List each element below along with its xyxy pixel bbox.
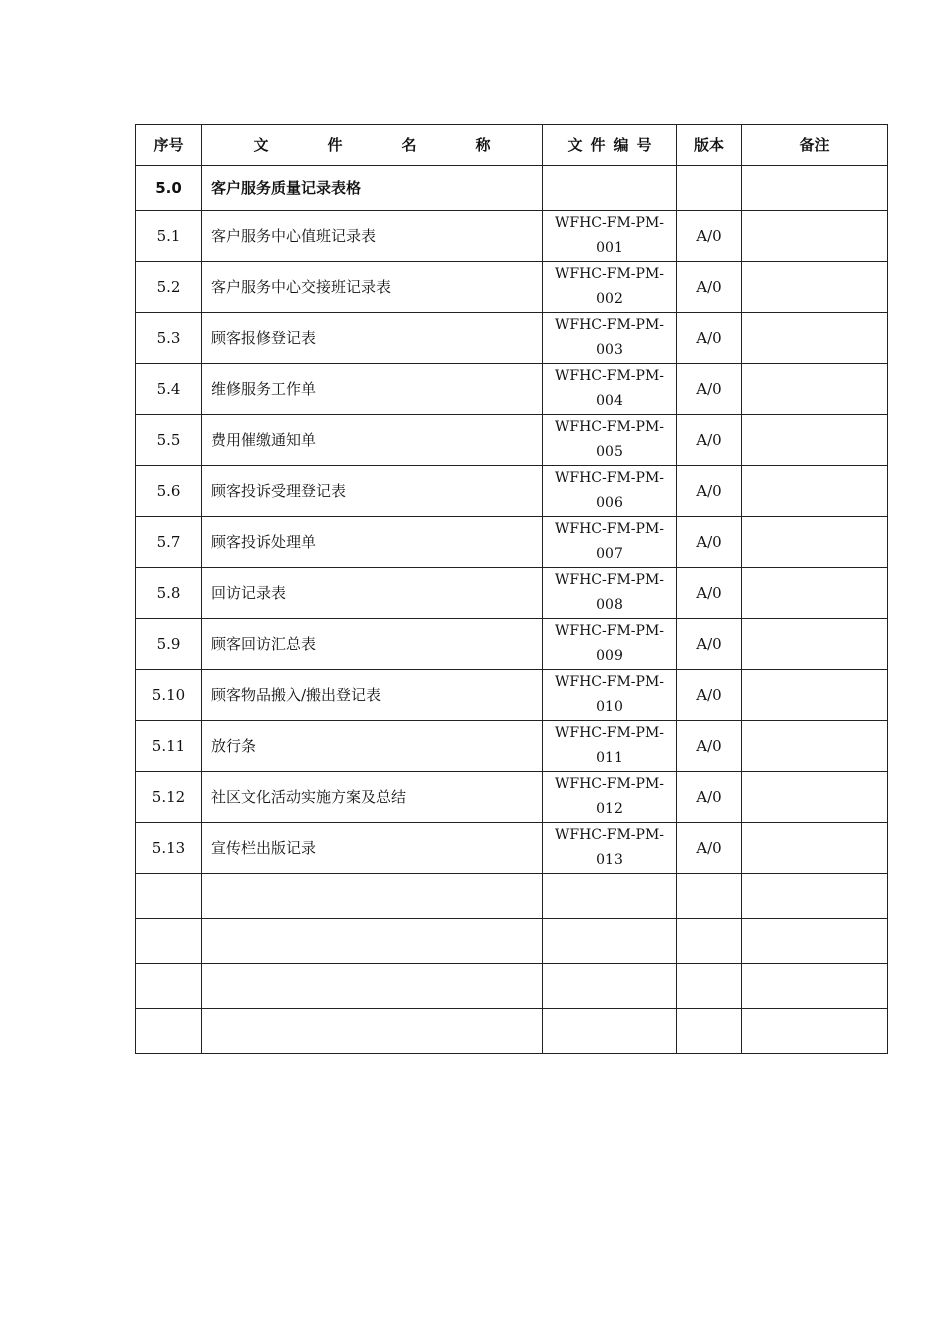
row-no: 5.8	[136, 568, 202, 619]
row-note	[742, 823, 888, 874]
row-name: 顾客回访汇总表	[202, 619, 543, 670]
row-no: 5.2	[136, 262, 202, 313]
table-row	[136, 619, 888, 670]
row-code	[543, 670, 677, 721]
row-code	[543, 721, 677, 772]
empty-cell	[136, 874, 202, 919]
section-row	[136, 166, 888, 211]
empty-cell	[136, 1009, 202, 1054]
empty-cell	[136, 964, 202, 1009]
empty-row	[136, 874, 888, 919]
table-row	[136, 517, 888, 568]
header-note: 备注	[742, 125, 888, 166]
row-code-prefix: WFHC-FM-PM-	[554, 368, 665, 384]
row-version: A/0	[677, 364, 742, 415]
row-version: A/0	[677, 211, 742, 262]
table-row	[136, 364, 888, 415]
empty-row	[136, 919, 888, 964]
row-version: A/0	[677, 823, 742, 874]
table-row	[136, 721, 888, 772]
row-code-number: 004	[596, 393, 623, 409]
empty-cell	[677, 874, 742, 919]
table-row	[136, 211, 888, 262]
empty-cell	[202, 1009, 543, 1054]
table-row	[136, 313, 888, 364]
empty-cell	[202, 874, 543, 919]
row-no: 5.9	[136, 619, 202, 670]
row-code	[543, 466, 677, 517]
row-code	[543, 823, 677, 874]
row-no: 5.7	[136, 517, 202, 568]
row-name: 维修服务工作单	[202, 364, 543, 415]
row-code-number: 013	[596, 852, 623, 868]
row-version: A/0	[677, 670, 742, 721]
row-name: 客户服务中心值班记录表	[202, 211, 543, 262]
section-name: 客户服务质量记录表格	[202, 166, 543, 211]
header-no: 序号	[136, 125, 202, 166]
empty-cell	[543, 1009, 677, 1054]
empty-cell	[742, 919, 888, 964]
row-name: 顾客投诉受理登记表	[202, 466, 543, 517]
empty-cell	[543, 874, 677, 919]
row-code-prefix: WFHC-FM-PM-	[554, 266, 665, 282]
row-code-number: 011	[596, 750, 623, 766]
row-code-prefix: WFHC-FM-PM-	[554, 317, 665, 333]
row-code-number: 005	[596, 444, 623, 460]
row-note	[742, 415, 888, 466]
table-row	[136, 670, 888, 721]
row-code	[543, 415, 677, 466]
row-version: A/0	[677, 466, 742, 517]
row-code-prefix: WFHC-FM-PM-	[554, 827, 665, 843]
row-code-prefix: WFHC-FM-PM-	[554, 419, 665, 435]
row-note	[742, 466, 888, 517]
row-code-prefix: WFHC-FM-PM-	[554, 572, 665, 588]
row-code-number: 006	[596, 495, 623, 511]
row-note	[742, 568, 888, 619]
row-code	[543, 211, 677, 262]
row-name: 回访记录表	[202, 568, 543, 619]
row-name: 宣传栏出版记录	[202, 823, 543, 874]
row-name: 客户服务中心交接班记录表	[202, 262, 543, 313]
header-name: 文 件 名 称	[202, 125, 543, 166]
row-version: A/0	[677, 517, 742, 568]
row-note	[742, 619, 888, 670]
row-version: A/0	[677, 721, 742, 772]
table-row	[136, 823, 888, 874]
row-no: 5.5	[136, 415, 202, 466]
row-version: A/0	[677, 415, 742, 466]
section-note	[742, 166, 888, 211]
row-no: 5.3	[136, 313, 202, 364]
row-code-prefix: WFHC-FM-PM-	[554, 521, 665, 537]
empty-row	[136, 1009, 888, 1054]
row-code-prefix: WFHC-FM-PM-	[554, 470, 665, 486]
row-no: 5.1	[136, 211, 202, 262]
row-name: 顾客报修登记表	[202, 313, 543, 364]
row-code	[543, 262, 677, 313]
row-no: 5.6	[136, 466, 202, 517]
empty-cell	[543, 919, 677, 964]
row-name: 社区文化活动实施方案及总结	[202, 772, 543, 823]
row-no: 5.12	[136, 772, 202, 823]
row-note	[742, 670, 888, 721]
row-code-number: 007	[596, 546, 623, 562]
row-no: 5.10	[136, 670, 202, 721]
row-version: A/0	[677, 262, 742, 313]
empty-cell	[742, 1009, 888, 1054]
row-code-prefix: WFHC-FM-PM-	[554, 725, 665, 741]
table-row	[136, 568, 888, 619]
empty-cell	[136, 919, 202, 964]
section-code	[543, 166, 677, 211]
row-code-number: 012	[596, 801, 623, 817]
row-version: A/0	[677, 772, 742, 823]
header-version: 版本	[677, 125, 742, 166]
row-code-number: 003	[596, 342, 623, 358]
row-note	[742, 721, 888, 772]
row-code	[543, 772, 677, 823]
row-name: 放行条	[202, 721, 543, 772]
row-no: 5.11	[136, 721, 202, 772]
empty-cell	[202, 919, 543, 964]
row-no: 5.13	[136, 823, 202, 874]
empty-cell	[202, 964, 543, 1009]
table-row	[136, 772, 888, 823]
section-version	[677, 166, 742, 211]
row-code-number: 008	[596, 597, 623, 613]
row-name: 顾客投诉处理单	[202, 517, 543, 568]
row-note	[742, 313, 888, 364]
empty-cell	[677, 1009, 742, 1054]
empty-cell	[677, 964, 742, 1009]
row-code	[543, 313, 677, 364]
row-code	[543, 364, 677, 415]
empty-cell	[677, 919, 742, 964]
section-no: 5.0	[136, 166, 202, 211]
row-name: 费用催缴通知单	[202, 415, 543, 466]
row-version: A/0	[677, 619, 742, 670]
row-version: A/0	[677, 568, 742, 619]
row-name: 顾客物品搬入/搬出登记表	[202, 670, 543, 721]
row-code	[543, 619, 677, 670]
row-no: 5.4	[136, 364, 202, 415]
row-code-number: 001	[596, 240, 623, 256]
row-note	[742, 517, 888, 568]
empty-cell	[742, 964, 888, 1009]
table-row	[136, 466, 888, 517]
row-code-number: 009	[596, 648, 623, 664]
row-note	[742, 772, 888, 823]
row-code	[543, 568, 677, 619]
row-code-prefix: WFHC-FM-PM-	[554, 776, 665, 792]
header-row	[136, 125, 888, 166]
row-version: A/0	[677, 313, 742, 364]
row-code-prefix: WFHC-FM-PM-	[554, 215, 665, 231]
row-note	[742, 211, 888, 262]
row-code-number: 010	[596, 699, 623, 715]
row-note	[742, 364, 888, 415]
empty-cell	[543, 964, 677, 1009]
empty-cell	[742, 874, 888, 919]
header-code: 文件编号	[543, 125, 677, 166]
row-code-prefix: WFHC-FM-PM-	[554, 674, 665, 690]
table-row	[136, 415, 888, 466]
row-code	[543, 517, 677, 568]
row-code-number: 002	[596, 291, 623, 307]
empty-row	[136, 964, 888, 1009]
row-code-prefix: WFHC-FM-PM-	[554, 623, 665, 639]
document-list-table	[135, 124, 888, 1054]
row-note	[742, 262, 888, 313]
table-row	[136, 262, 888, 313]
